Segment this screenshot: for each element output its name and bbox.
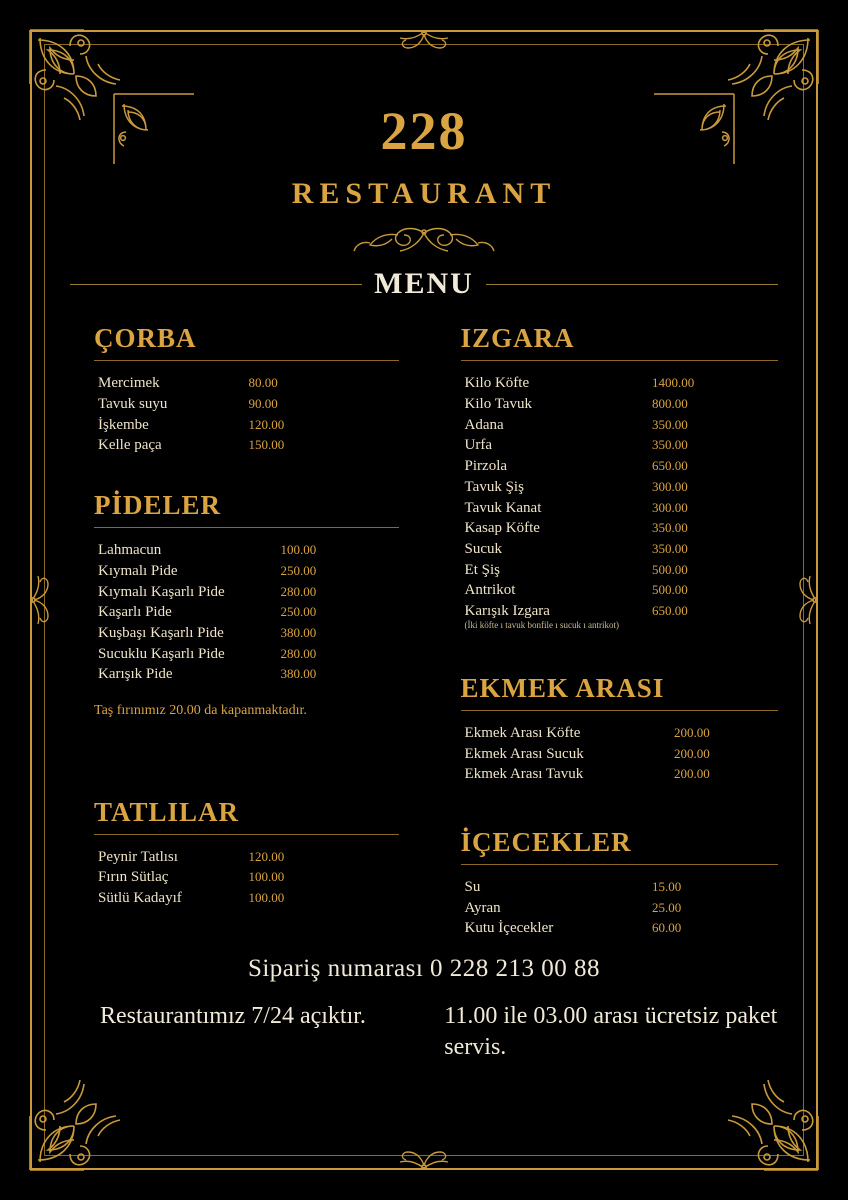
item-name: Kuşbaşı Kaşarlı Pide <box>98 624 224 641</box>
section-title-pideler: PİDELER <box>94 490 222 521</box>
menu-item <box>98 582 399 603</box>
item-name: Peynir Tatlısı <box>98 848 178 865</box>
menu-item <box>98 888 399 909</box>
menu-item <box>98 847 399 868</box>
item-name: Karışık Pide <box>98 666 173 683</box>
item-price: 1400.00 <box>652 375 695 391</box>
edge-ornament-bottom <box>364 1142 484 1172</box>
section-rule-pideler <box>94 527 399 528</box>
item-price: 250.00 <box>280 562 317 578</box>
item-price: 280.00 <box>280 583 317 599</box>
item-name: Fırın Sütlaç <box>98 869 169 886</box>
menu-item <box>465 898 778 919</box>
menu-item <box>465 877 778 898</box>
item-price: 120.00 <box>248 416 285 432</box>
section-rule-izgara <box>461 360 778 361</box>
menu-item <box>465 764 778 785</box>
item-name: Urfa <box>464 437 493 454</box>
item-price: 25.00 <box>652 899 682 915</box>
item-price: 280.00 <box>280 645 317 661</box>
item-name: Tavuk Kanat <box>464 499 542 516</box>
menu-item <box>98 540 399 561</box>
menu-item <box>98 394 399 415</box>
menu-item <box>465 744 778 765</box>
item-name: Lahmacun <box>98 542 162 559</box>
section-ekmek-arasi <box>461 673 778 785</box>
item-price: 80.00 <box>248 375 278 391</box>
item-list-icecekler <box>461 877 778 939</box>
footer-columns <box>70 1001 778 1062</box>
item-name: Ekmek Arası Sucuk <box>464 745 584 762</box>
item-name: Ayran <box>464 899 501 916</box>
footer-left <box>70 1001 414 1062</box>
item-price: 380.00 <box>280 666 317 682</box>
section-rule-icecekler <box>461 864 778 865</box>
item-price: 380.00 <box>280 624 317 640</box>
item-name: Mercimek <box>98 375 160 392</box>
menu-item <box>98 435 399 456</box>
item-price: 120.00 <box>248 848 285 864</box>
item-name: Adana <box>464 416 504 433</box>
section-title-tatlilar: TATLILAR <box>94 796 240 827</box>
menu-item <box>98 602 399 623</box>
order-phone-line[interactable]: Sipariş numarası 0 228 213 00 88 <box>247 955 601 983</box>
item-name: Sucuk <box>464 540 503 557</box>
item-price: 350.00 <box>652 520 688 536</box>
item-price: 250.00 <box>280 604 317 620</box>
item-name: Antrikot <box>464 582 516 599</box>
edge-ornament-right <box>790 540 820 660</box>
item-name: Kutu İçecekler <box>464 920 554 937</box>
menu-footer <box>70 955 778 1062</box>
menu-column-right <box>451 323 778 945</box>
section-title-izgara: IZGARA <box>460 323 575 354</box>
item-name: Pirzola <box>464 458 508 475</box>
item-name: Kelle paça <box>98 437 162 454</box>
item-price: 350.00 <box>652 540 688 556</box>
item-price: 100.00 <box>248 869 285 885</box>
item-price: 15.00 <box>652 878 682 894</box>
item-name: Karışık Izgara <box>464 602 550 619</box>
menu-item <box>98 373 399 394</box>
edge-ornament-left <box>28 540 58 660</box>
menu-column-left <box>70 323 399 945</box>
menu-item <box>465 394 778 415</box>
section-corba <box>94 323 399 456</box>
menu-title-row <box>70 267 778 301</box>
divider-flourish-icon <box>70 225 778 259</box>
item-price: 60.00 <box>652 920 682 936</box>
item-name: Tavuk suyu <box>98 396 168 413</box>
item-list-tatlilar <box>94 847 399 909</box>
section-rule-tatlilar <box>94 834 399 835</box>
item-name: Kaşarlı Pide <box>98 604 172 621</box>
pideler-note: Taş fırınımız 20.00 da kapanmaktadır. <box>94 702 307 718</box>
item-price: 650.00 <box>652 458 688 474</box>
section-title-icecekler: İÇECEKLER <box>460 826 632 857</box>
item-price: 200.00 <box>674 724 710 740</box>
section-title-corba: ÇORBA <box>94 323 197 354</box>
item-price: 800.00 <box>652 396 688 412</box>
item-name: Ekmek Arası Tavuk <box>464 766 584 783</box>
item-price: 650.00 <box>652 602 688 618</box>
item-price: 300.00 <box>652 499 688 515</box>
menu-item <box>98 644 399 665</box>
menu-item <box>465 601 778 622</box>
menu-item <box>465 560 778 581</box>
menu-item <box>98 561 399 582</box>
menu-title-rule-left <box>70 284 362 285</box>
item-description: (İki köfte ı tavuk bonfile ı sucuk ı antrikot) <box>464 619 620 630</box>
item-name: Kilo Köfte <box>464 375 530 392</box>
edge-ornament-top <box>364 28 484 58</box>
delivery-hours-text: 11.00 ile 03.00 arası ücretsiz paket servis. <box>444 1003 778 1060</box>
section-pideler <box>94 490 399 720</box>
item-list-ekmek-arasi <box>461 723 778 785</box>
menu-title-rule-right <box>486 284 778 285</box>
section-icecekler <box>461 827 778 939</box>
opening-hours-text: Restaurantımız 7/24 açıktır. <box>100 1003 366 1030</box>
item-price: 100.00 <box>248 889 285 905</box>
item-name: Kilo Tavuk <box>464 396 532 413</box>
item-price: 90.00 <box>248 396 278 412</box>
item-price: 500.00 <box>652 582 688 598</box>
menu-page <box>70 70 778 1130</box>
menu-title: MENU <box>374 267 474 301</box>
item-name: Kasap Köfte <box>464 520 540 537</box>
section-rule-corba <box>94 360 399 361</box>
menu-item <box>465 723 778 744</box>
item-name: Su <box>464 878 481 895</box>
item-price: 350.00 <box>652 416 688 432</box>
item-name: Kıymalı Pide <box>98 562 178 579</box>
menu-item <box>98 415 399 436</box>
footer-right <box>434 1001 778 1062</box>
item-name: Tavuk Şiş <box>464 478 524 495</box>
item-price: 300.00 <box>652 478 688 494</box>
menu-item <box>465 539 778 560</box>
menu-item <box>465 456 778 477</box>
menu-item <box>465 373 778 394</box>
item-name: Kıymalı Kaşarlı Pide <box>98 583 225 600</box>
item-name: Et Şiş <box>464 561 500 578</box>
item-price: 350.00 <box>652 437 688 453</box>
section-title-ekmek-arasi: EKMEK ARASI <box>460 672 665 703</box>
brand-number: 228 <box>380 101 468 161</box>
section-rule-ekmek-arasi <box>461 710 778 711</box>
menu-item <box>465 477 778 498</box>
menu-item <box>465 580 778 601</box>
item-list-corba <box>94 373 399 456</box>
menu-item <box>465 918 778 939</box>
menu-item <box>98 623 399 644</box>
menu-header <box>70 70 778 301</box>
item-list-izgara <box>461 373 778 631</box>
item-price: 150.00 <box>248 437 285 453</box>
menu-item <box>465 435 778 456</box>
menu-item <box>465 498 778 519</box>
item-name: İşkembe <box>98 416 149 433</box>
item-name: Sütlü Kadayıf <box>98 889 182 906</box>
menu-columns <box>70 323 778 945</box>
item-price: 100.00 <box>280 542 317 558</box>
menu-item <box>465 415 778 436</box>
menu-item <box>465 518 778 539</box>
menu-item <box>98 664 399 685</box>
item-price: 500.00 <box>652 561 688 577</box>
item-list-pideler <box>94 540 399 685</box>
section-tatlilar <box>94 797 399 909</box>
item-price: 200.00 <box>674 745 710 761</box>
item-name: Sucuklu Kaşarlı Pide <box>98 645 225 662</box>
brand-name: RESTAURANT <box>291 177 557 211</box>
item-price: 200.00 <box>674 766 710 782</box>
section-izgara <box>461 323 778 631</box>
item-name: Ekmek Arası Köfte <box>464 724 581 741</box>
menu-item <box>98 867 399 888</box>
